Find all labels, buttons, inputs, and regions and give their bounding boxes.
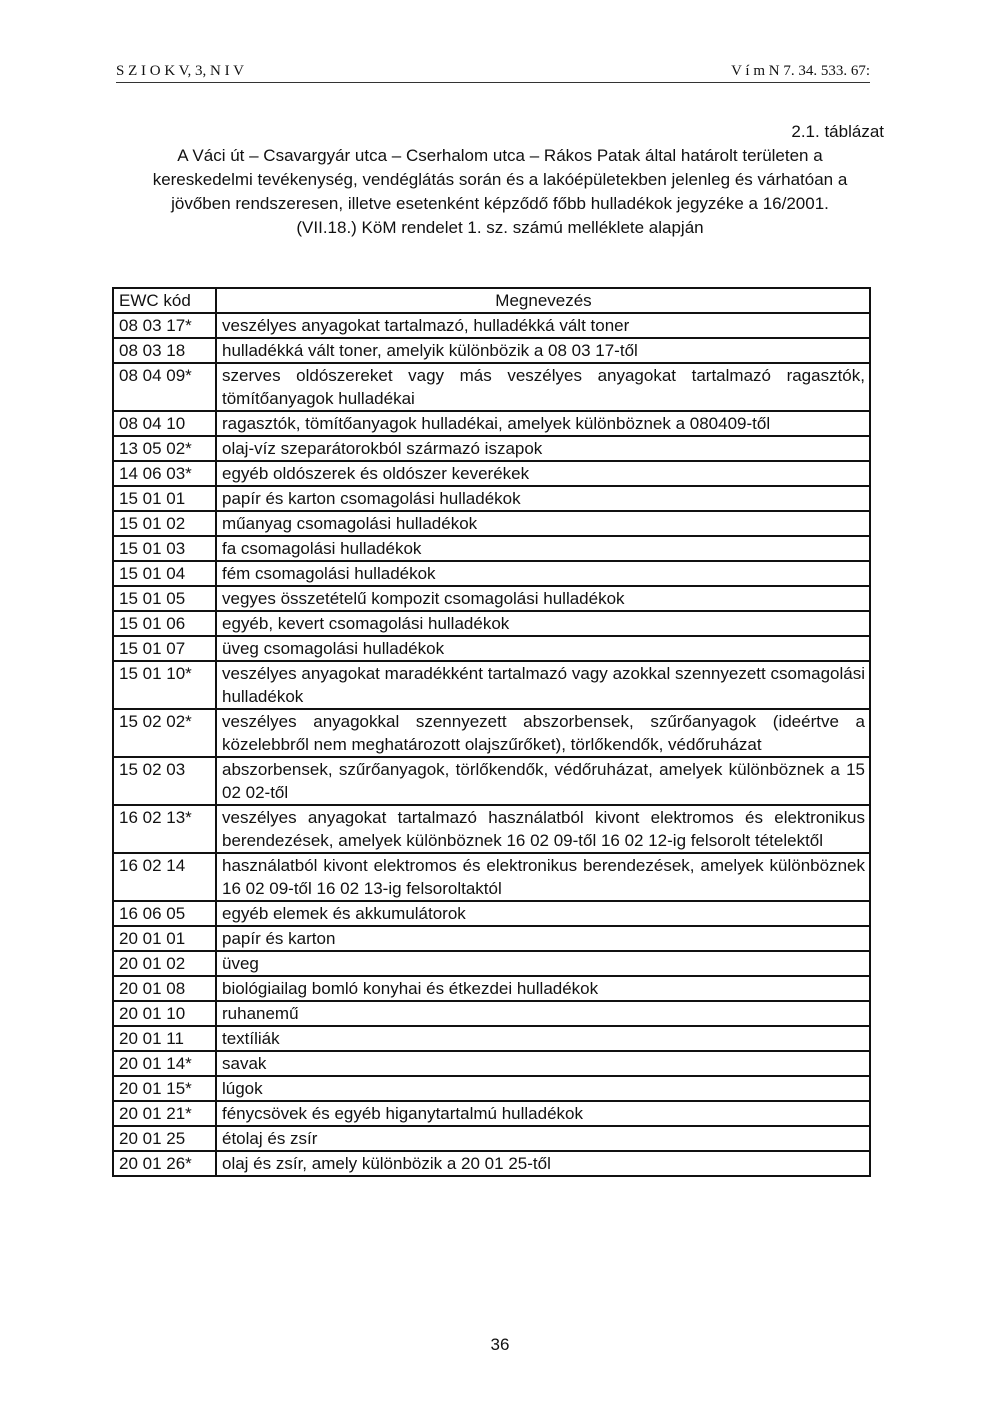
waste-name-cell: olaj és zsír, amely különbözik a 20 01 25-től xyxy=(216,1151,870,1176)
table-row xyxy=(113,926,870,951)
table-row xyxy=(113,976,870,1001)
ewc-code-cell: 20 01 15* xyxy=(113,1076,216,1101)
table-header-row xyxy=(113,288,870,313)
ewc-code-cell: 15 01 03 xyxy=(113,536,216,561)
table-row xyxy=(113,1051,870,1076)
waste-name-cell: veszélyes anyagokat tartalmazó, hulladékká vált toner xyxy=(216,313,870,338)
table-row xyxy=(113,901,870,926)
waste-name-cell: szerves oldószereket vagy más veszélyes anyagokat tartalmazó ragasztók, tömítőanyagok hulladékai xyxy=(216,363,870,411)
table-row xyxy=(113,338,870,363)
ewc-code-cell: 20 01 11 xyxy=(113,1026,216,1051)
table-row xyxy=(113,661,870,709)
waste-name-cell: fénycsövek és egyéb higanytartalmú hulladékok xyxy=(216,1101,870,1126)
waste-name-cell: üveg csomagolási hulladékok xyxy=(216,636,870,661)
table-row xyxy=(113,757,870,805)
ewc-code-cell: 15 01 05 xyxy=(113,586,216,611)
table-row xyxy=(113,853,870,901)
ewc-code-cell: 15 01 04 xyxy=(113,561,216,586)
ewc-code-cell: 15 01 10* xyxy=(113,661,216,709)
waste-name-cell: papír és karton csomagolási hulladékok xyxy=(216,486,870,511)
table-row xyxy=(113,313,870,338)
waste-name-cell: veszélyes anyagokat maradékként tartalmazó vagy azokkal szennyezett csomagolási hulladékok xyxy=(216,661,870,709)
waste-name-cell: ruhanemű xyxy=(216,1001,870,1026)
table-row xyxy=(113,951,870,976)
ewc-code-cell: 16 02 13* xyxy=(113,805,216,853)
waste-name-cell: savak xyxy=(216,1051,870,1076)
waste-name-cell: abszorbensek, szűrőanyagok, törlőkendők, védőruházat, amelyek különböznek a 15 02 02-től xyxy=(216,757,870,805)
waste-name-cell: papír és karton xyxy=(216,926,870,951)
table-row xyxy=(113,1151,870,1176)
table-row xyxy=(113,461,870,486)
table-row xyxy=(113,1101,870,1126)
table-row xyxy=(113,436,870,461)
header-left-text: S Z I O K V, 3, N I V xyxy=(116,63,244,79)
waste-name-cell: fa csomagolási hulladékok xyxy=(216,536,870,561)
waste-name-cell: veszélyes anyagokkal szennyezett abszorbensek, szűrőanyagok (ideértve a közelebbről nem meghatározott olajszűrőket), törlőkendők, védőruházat xyxy=(216,709,870,757)
ewc-code-cell: 20 01 25 xyxy=(113,1126,216,1151)
ewc-code-cell: 08 04 09* xyxy=(113,363,216,411)
table-row xyxy=(113,536,870,561)
waste-name-cell: egyéb, kevert csomagolási hulladékok xyxy=(216,611,870,636)
table-caption: A Váci út – Csavargyár utca – Cserhalom utca – Rákos Patak által határolt területen a kereskedelmi tevékenység, vendéglátás során és a lakóépületekben jelenleg és várhatóan a jövőben rendszeresen, illetve esetenként képződő főbb hulladékok jegyzéke a 16/2001. (VII.18.) KöM rendelet 1. sz. számú melléklete alapján xyxy=(152,146,848,237)
ewc-code-cell: 15 02 02* xyxy=(113,709,216,757)
waste-name-cell: ragasztók, tömítőanyagok hulladékai, amelyek különböznek a 080409-től xyxy=(216,411,870,436)
ewc-code-cell: 20 01 08 xyxy=(113,976,216,1001)
table-row xyxy=(113,1001,870,1026)
waste-table xyxy=(112,287,871,1177)
table-row xyxy=(113,1076,870,1101)
waste-name-cell: biológiailag bomló konyhai és étkezdei hulladékok xyxy=(216,976,870,1001)
ewc-code-cell: 15 01 02 xyxy=(113,511,216,536)
waste-name-cell: hulladékká vált toner, amelyik különbözik a 08 03 17-től xyxy=(216,338,870,363)
waste-name-cell: használatból kivont elektromos és elektronikus berendezések, amelyek különböznek 16 02 09-től 16 02 13-ig felsoroltaktól xyxy=(216,853,870,901)
ewc-code-cell: 20 01 21* xyxy=(113,1101,216,1126)
ewc-code-cell: 16 02 14 xyxy=(113,853,216,901)
table-row xyxy=(113,709,870,757)
header-name: Megnevezés xyxy=(216,288,870,313)
table-row xyxy=(113,586,870,611)
table-body xyxy=(113,313,870,1176)
table-row xyxy=(113,363,870,411)
waste-name-cell: veszélyes anyagokat tartalmazó használatból kivont elektromos és elektronikus berendezések, amelyek különböznek 16 02 09-től 16 02 12-ig felsorolt tételektől xyxy=(216,805,870,853)
waste-name-cell: üveg xyxy=(216,951,870,976)
table-row xyxy=(113,511,870,536)
table-row xyxy=(113,805,870,853)
ewc-code-cell: 15 02 03 xyxy=(113,757,216,805)
page-number: 36 xyxy=(490,1335,510,1354)
ewc-code-cell: 13 05 02* xyxy=(113,436,216,461)
waste-name-cell: fém csomagolási hulladékok xyxy=(216,561,870,586)
ewc-code-cell: 08 03 18 xyxy=(113,338,216,363)
header-ewc-code: EWC kód xyxy=(113,288,216,313)
table-row xyxy=(113,561,870,586)
header-right-text: V í m N 7. 34. 533. 67: xyxy=(731,63,870,79)
page-header xyxy=(116,62,870,83)
ewc-code-cell: 20 01 26* xyxy=(113,1151,216,1176)
waste-name-cell: vegyes összetételű kompozit csomagolási hulladékok xyxy=(216,586,870,611)
waste-name-cell: textíliák xyxy=(216,1026,870,1051)
table-row xyxy=(113,1026,870,1051)
ewc-code-cell: 16 06 05 xyxy=(113,901,216,926)
ewc-code-cell: 20 01 10 xyxy=(113,1001,216,1026)
ewc-code-cell: 20 01 14* xyxy=(113,1051,216,1076)
waste-name-cell: egyéb elemek és akkumulátorok xyxy=(216,901,870,926)
table-row xyxy=(113,636,870,661)
waste-name-cell: olaj-víz szeparátorokból származó iszapok xyxy=(216,436,870,461)
ewc-code-cell: 20 01 01 xyxy=(113,926,216,951)
waste-name-cell: étolaj és zsír xyxy=(216,1126,870,1151)
table-row xyxy=(113,611,870,636)
waste-name-cell: lúgok xyxy=(216,1076,870,1101)
waste-name-cell: műanyag csomagolási hulladékok xyxy=(216,511,870,536)
table-row xyxy=(113,486,870,511)
ewc-code-cell: 14 06 03* xyxy=(113,461,216,486)
ewc-code-cell: 15 01 07 xyxy=(113,636,216,661)
ewc-code-cell: 08 04 10 xyxy=(113,411,216,436)
ewc-code-cell: 15 01 06 xyxy=(113,611,216,636)
table-row xyxy=(113,1126,870,1151)
ewc-code-cell: 20 01 02 xyxy=(113,951,216,976)
ewc-code-cell: 15 01 01 xyxy=(113,486,216,511)
table-row xyxy=(113,411,870,436)
waste-name-cell: egyéb oldószerek és oldószer keverékek xyxy=(216,461,870,486)
ewc-code-cell: 08 03 17* xyxy=(113,313,216,338)
table-number: 2.1. táblázat xyxy=(791,122,884,141)
